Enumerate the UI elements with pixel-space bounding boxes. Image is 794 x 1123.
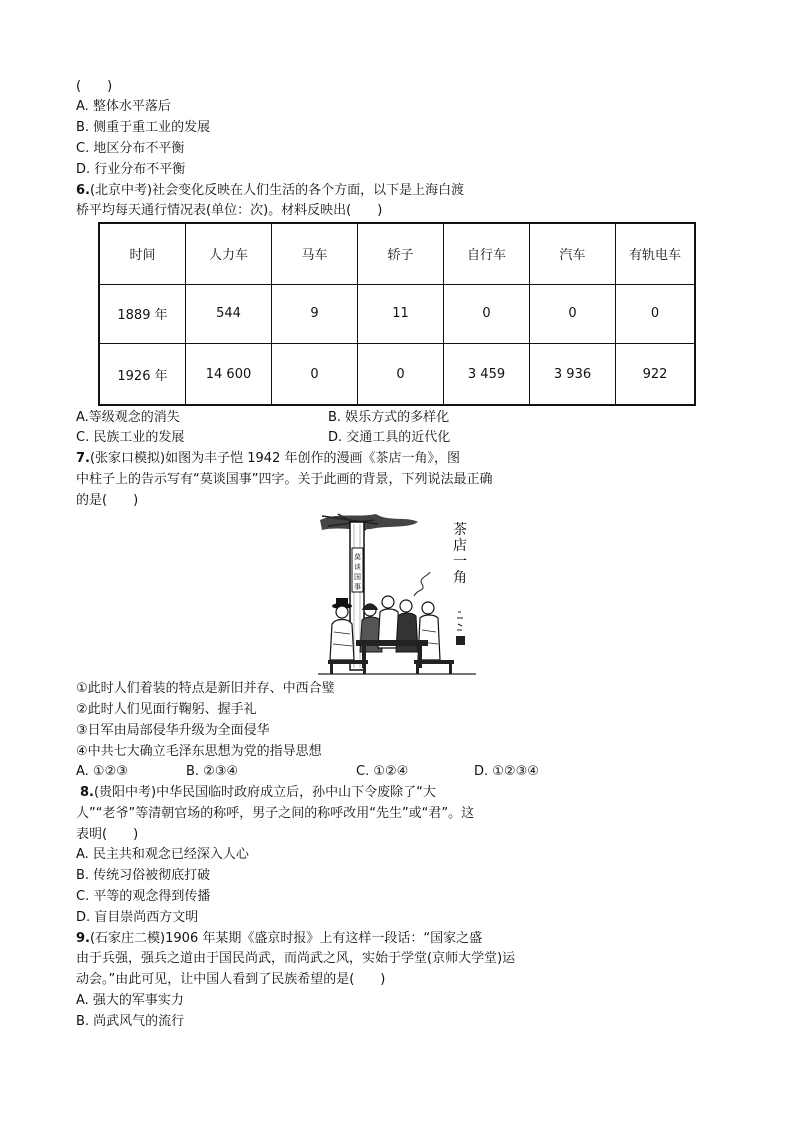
option-d: D. 盲目崇尚西方文明 — [76, 910, 199, 925]
table-cell: 922 — [616, 344, 696, 405]
question-8-line-2: 人”“老爷”等清朝官场的称呼，男子之间的称呼改用“先生”或“君”。这 — [76, 806, 475, 821]
table-cell: 1926 年 — [99, 344, 186, 405]
question-number: 9. — [76, 931, 90, 946]
question-text: (石家庄二模)1906 年某期《盛京时报》上有这样一段话：“国家之盛 — [89, 931, 483, 946]
question-6-line-1 — [76, 182, 464, 200]
option-a: A. ①②③ — [76, 764, 128, 779]
table-cell: 544 — [186, 284, 272, 344]
option-a: A. 强大的军事实力 — [76, 993, 184, 1008]
option-d: D. 行业分布不平衡 — [76, 162, 186, 177]
caption-char: 一 — [453, 554, 467, 570]
option-b: B. 尚武风气的流行 — [76, 1014, 185, 1029]
option-d: D. 交通工具的近代化 — [328, 430, 451, 445]
statement-3: ③日军由局部侵华升级为全面侵华 — [76, 723, 270, 738]
table-header-cell: 自行车 — [444, 223, 530, 284]
statement-2: ②此时人们见面行鞠躬、握手礼 — [76, 702, 257, 717]
table-cell: 9 — [272, 284, 358, 344]
question-number: 6. — [76, 183, 90, 198]
statement-4: ④中共七大确立毛泽东思想为党的指导思想 — [76, 744, 322, 759]
option-c: C. ①②④ — [356, 764, 409, 779]
sign-char: 莫 — [354, 553, 361, 561]
table-cell: 0 — [616, 284, 696, 344]
question-9-line-1 — [76, 930, 482, 948]
table-row — [99, 284, 695, 344]
option-a: A.等级观念的消失 — [76, 410, 180, 425]
table-cell: 14 600 — [186, 344, 272, 405]
table-cell: 3 459 — [444, 344, 530, 405]
caption-char: 店 — [453, 538, 467, 554]
question-9-line-3: 动会。”由此可见，让中国人看到了民族希望的是( ) — [76, 972, 386, 987]
option-b: B. ②③④ — [186, 764, 239, 779]
table-header-cell: 汽车 — [530, 223, 616, 284]
traffic-table — [98, 222, 696, 406]
option-c: C. 民族工业的发展 — [76, 430, 185, 445]
table-header-cell: 时间 — [99, 223, 186, 284]
question-6-line-2: 桥平均每天通行情况表(单位：次)。材料反映出( ) — [76, 203, 383, 218]
caption-char: 茶 — [453, 522, 467, 538]
caption-char: 角 — [453, 570, 467, 586]
option-c: C. 平等的观念得到传播 — [76, 889, 211, 904]
question-number: 8. — [80, 785, 94, 800]
option-b: B. 传统习俗被彻底打破 — [76, 868, 211, 883]
table-cell: 11 — [358, 284, 444, 344]
table-header-cell: 人力车 — [186, 223, 272, 284]
question-number: 7. — [76, 451, 90, 466]
table-header-cell: 马车 — [272, 223, 358, 284]
question-7-line-1 — [76, 450, 460, 468]
answer-blank: ( ) — [76, 79, 113, 94]
table-cell: 0 — [272, 344, 358, 405]
table-row — [99, 344, 695, 405]
question-7-line-2: 中柱子上的告示写有“莫谈国事”四字。关于此画的背景，下列说法最正确 — [76, 472, 493, 487]
table-cell: 1889 年 — [99, 284, 186, 344]
table-header-row — [99, 223, 695, 284]
option-a: A. 民主共和观念已经深入人心 — [76, 847, 249, 862]
teahouse-cartoon — [318, 512, 476, 678]
option-a: A. 整体水平落后 — [76, 99, 171, 114]
option-d: D. ①②③④ — [474, 764, 539, 779]
option-b: B. 侧重于重工业的发展 — [76, 120, 211, 135]
table-header-cell: 有轨电车 — [616, 223, 696, 284]
table-cell: 0 — [444, 284, 530, 344]
table-cell: 0 — [530, 284, 616, 344]
sign-char: 谈 — [354, 563, 361, 571]
question-9-line-2: 由于兵强，强兵之道由于国民尚武，而尚武之风，实始于学堂(京师大学堂)运 — [76, 951, 516, 966]
question-7-line-3: 的是( ) — [76, 493, 139, 508]
statement-1: ①此时人们着装的特点是新旧并存、中西合璧 — [76, 681, 335, 696]
question-text: (贵阳中考)中华民国临时政府成立后，孙中山下令废除了“大 — [93, 785, 436, 800]
table-cell: 0 — [358, 344, 444, 405]
table-cell: 3 936 — [530, 344, 616, 405]
option-c: C. 地区分布不平衡 — [76, 141, 185, 156]
question-8-line-3: 表明( ) — [76, 827, 139, 842]
table-header-cell: 轿子 — [358, 223, 444, 284]
question-8-line-1 — [80, 784, 436, 802]
sign-char: 事 — [354, 583, 361, 591]
question-text: (张家口模拟)如图为丰子恺 1942 年创作的漫画《茶店一角》，图 — [89, 451, 460, 466]
sign-char: 国 — [354, 573, 361, 581]
question-text: (北京中考)社会变化反映在人们生活的各个方面，以下是上海白渡 — [89, 183, 465, 198]
option-b: B. 娱乐方式的多样化 — [328, 410, 450, 425]
